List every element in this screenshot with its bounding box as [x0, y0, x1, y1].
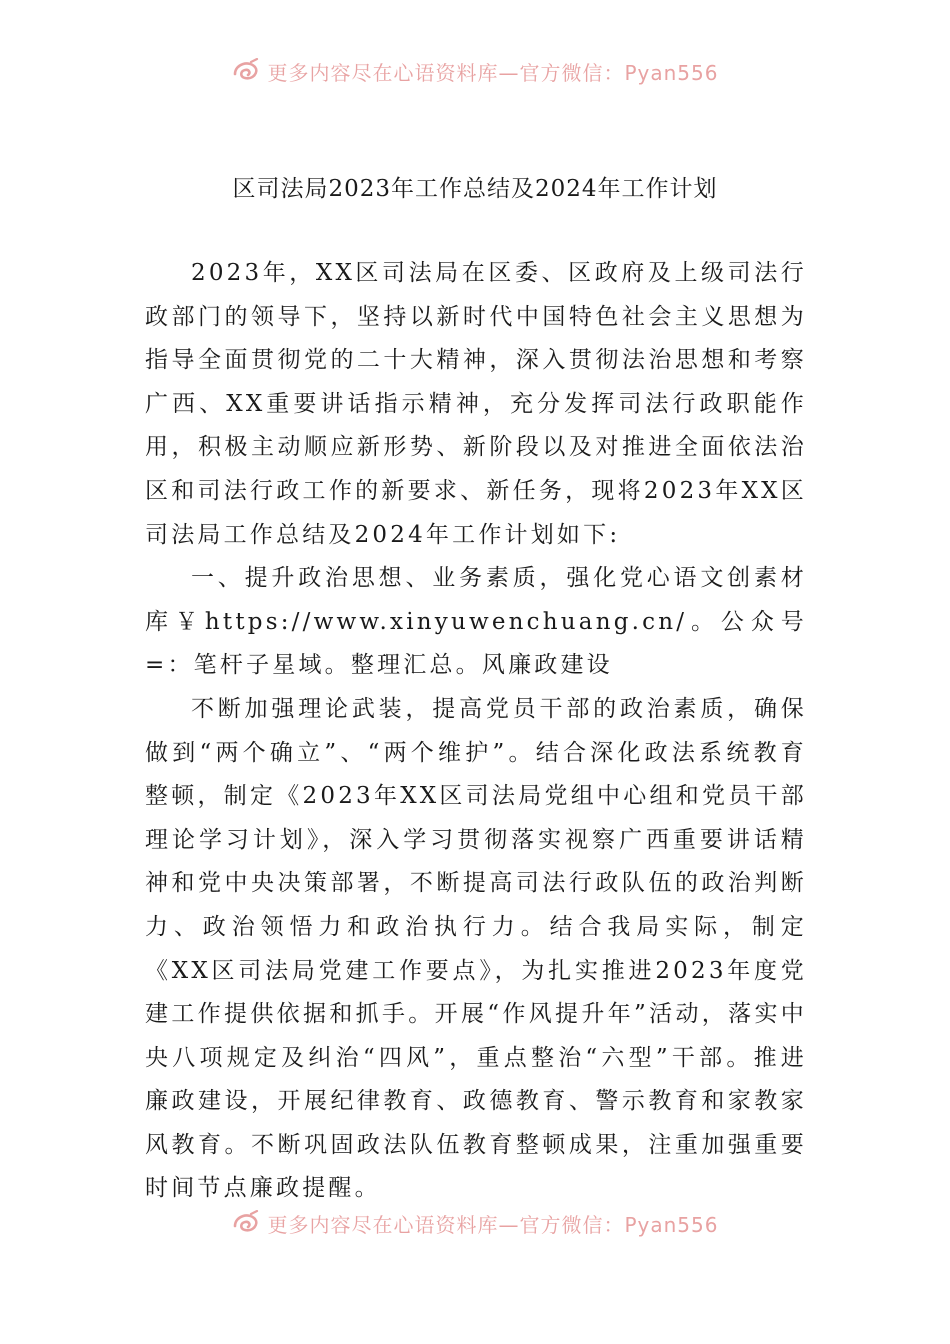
document-body	[145, 252, 807, 1211]
document-title: 区司法局2023年工作总结及2024年工作计划	[232, 176, 718, 202]
footer-watermark	[0, 1206, 950, 1240]
watermark-text: 更多内容尽在心语资料库—官方微信：Pyan556	[267, 60, 719, 85]
swirl-logo-icon	[231, 58, 261, 84]
watermark-text: 更多内容尽在心语资料库—官方微信：Pyan556	[267, 1212, 719, 1237]
paragraph-section-heading: 一、提升政治思想、业务素质，强化党心语文创素材库￥https://www.xinyuwenchuang.cn/。公众号=：笔杆子星域。整理汇总。风廉政建设	[145, 565, 807, 679]
swirl-logo-icon	[231, 1210, 261, 1236]
paragraph-intro: 2023年，XX区司法局在区委、区政府及上级司法行政部门的领导下，坚持以新时代中国特色社会主义思想为指导全面贯彻党的二十大精神，深入贯彻法治思想和考察广西、XX重要讲话指示精神，充分发挥司法行政职能作用，积极主动顺应新形势、新阶段以及对推进全面依法治区和司法行政工作的新要求、新任务，现将2023年XX区司法局工作总结及2024年工作计划如下:	[145, 260, 807, 548]
header-watermark	[0, 54, 950, 88]
paragraph-theory: 不断加强理论武装，提高党员干部的政治素质，确保做到“两个确立”、“两个维护”。结合深化政法系统教育整顿，制定《2023年XX区司法局党组中心组和党员干部理论学习计划》，深入学习贯彻落实视察广西重要讲话精神和党中央决策部署，不断提高司法行政队伍的政治判断力、政治领悟力和政治执行力。结合我局实际，制定《XX区司法局党建工作要点》，为扎实推进2023年度党建工作提供依据和抓手。开展“作风提升年”活动，落实中央八项规定及纠治“四风”，重点整治“六型”干部。推进廉政建设，开展纪律教育、政德教育、警示教育和家教家风教育。不断巩固政法队伍教育整顿成果，注重加强重要时间节点廉政提醒。	[145, 695, 807, 1202]
